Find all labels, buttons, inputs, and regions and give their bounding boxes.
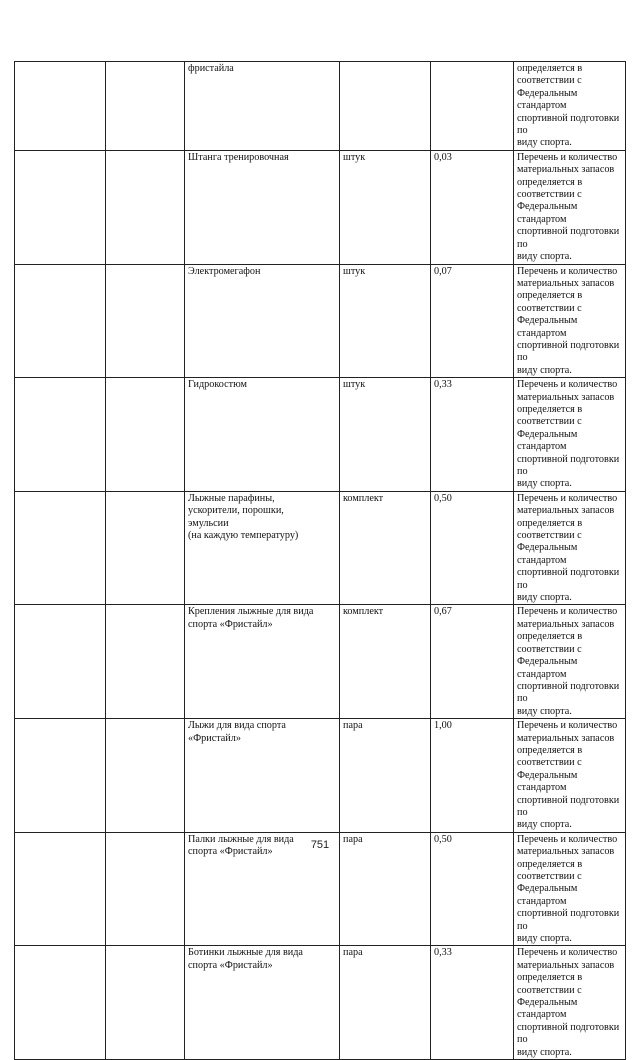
table-row: [15, 605, 626, 719]
page-number: 751: [310, 839, 330, 851]
quantity-cell: 1,00: [431, 719, 514, 833]
item-name-cell: Лыжные парафины, ускорители, порошки, эмульсии (на каждую температуру): [185, 491, 340, 605]
table-row: [15, 946, 626, 1060]
table-row: [15, 150, 626, 264]
empty-cell: [15, 62, 106, 151]
table-row: [15, 62, 626, 151]
equipment-table: [14, 61, 626, 1060]
quantity-cell: 0,07: [431, 264, 514, 378]
unit-cell: комплект: [340, 605, 431, 719]
quantity-cell: 0,33: [431, 946, 514, 1060]
empty-cell: [106, 491, 185, 605]
table-row: [15, 264, 626, 378]
item-name-cell: Штанга тренировочная: [185, 150, 340, 264]
table-row: [15, 378, 626, 492]
quantity-cell: 0,33: [431, 378, 514, 492]
unit-cell: пара: [340, 946, 431, 1060]
empty-cell: [106, 62, 185, 151]
table-row: [15, 719, 626, 833]
unit-cell: штук: [340, 264, 431, 378]
item-name-cell: фристайла: [185, 62, 340, 151]
note-cell: Перечень и количество материальных запасов определяется в соответствии с Федеральным стандартом спортивной подготовки по виду спорта.: [514, 150, 626, 264]
empty-cell: [15, 605, 106, 719]
empty-cell: [106, 605, 185, 719]
unit-cell: [340, 62, 431, 151]
unit-cell: комплект: [340, 491, 431, 605]
item-name-cell: Электромегафон: [185, 264, 340, 378]
item-name-cell: Гидрокостюм: [185, 378, 340, 492]
item-name-cell: Крепления лыжные для вида спорта «Фристайл»: [185, 605, 340, 719]
note-cell: Перечень и количество материальных запасов определяется в соответствии с Федеральным стандартом спортивной подготовки по виду спорта.: [514, 264, 626, 378]
empty-cell: [15, 719, 106, 833]
empty-cell: [106, 264, 185, 378]
quantity-cell: [431, 62, 514, 151]
note-cell: Перечень и количество материальных запасов определяется в соответствии с Федеральным стандартом спортивной подготовки по виду спорта.: [514, 491, 626, 605]
note-cell: Перечень и количество материальных запасов определяется в соответствии с Федеральным стандартом спортивной подготовки по виду спорта.: [514, 946, 626, 1060]
note-cell: определяется в соответствии с Федеральным стандартом спортивной подготовки по виду спорта.: [514, 62, 626, 151]
empty-cell: [15, 491, 106, 605]
quantity-cell: 0,67: [431, 605, 514, 719]
quantity-cell: 0,03: [431, 150, 514, 264]
unit-cell: пара: [340, 832, 431, 946]
quantity-cell: 0,50: [431, 491, 514, 605]
empty-cell: [15, 150, 106, 264]
note-cell: Перечень и количество материальных запасов определяется в соответствии с Федеральным стандартом спортивной подготовки по виду спорта.: [514, 378, 626, 492]
item-name-cell: Ботинки лыжные для вида спорта «Фристайл»: [185, 946, 340, 1060]
item-name-cell: Палки лыжные для вида спорта «Фристайл»: [185, 832, 340, 946]
empty-cell: [106, 150, 185, 264]
quantity-cell: 0,50: [431, 832, 514, 946]
note-cell: Перечень и количество материальных запасов определяется в соответствии с Федеральным стандартом спортивной подготовки по виду спорта.: [514, 719, 626, 833]
unit-cell: штук: [340, 150, 431, 264]
item-name-cell: Лыжи для вида спорта «Фристайл»: [185, 719, 340, 833]
empty-cell: [15, 378, 106, 492]
table-row: [15, 491, 626, 605]
empty-cell: [106, 719, 185, 833]
note-cell: Перечень и количество материальных запасов определяется в соответствии с Федеральным стандартом спортивной подготовки по виду спорта.: [514, 832, 626, 946]
unit-cell: пара: [340, 719, 431, 833]
unit-cell: штук: [340, 378, 431, 492]
empty-cell: [106, 378, 185, 492]
empty-cell: [106, 946, 185, 1060]
empty-cell: [15, 946, 106, 1060]
note-cell: Перечень и количество материальных запасов определяется в соответствии с Федеральным стандартом спортивной подготовки по виду спорта.: [514, 605, 626, 719]
empty-cell: [15, 264, 106, 378]
